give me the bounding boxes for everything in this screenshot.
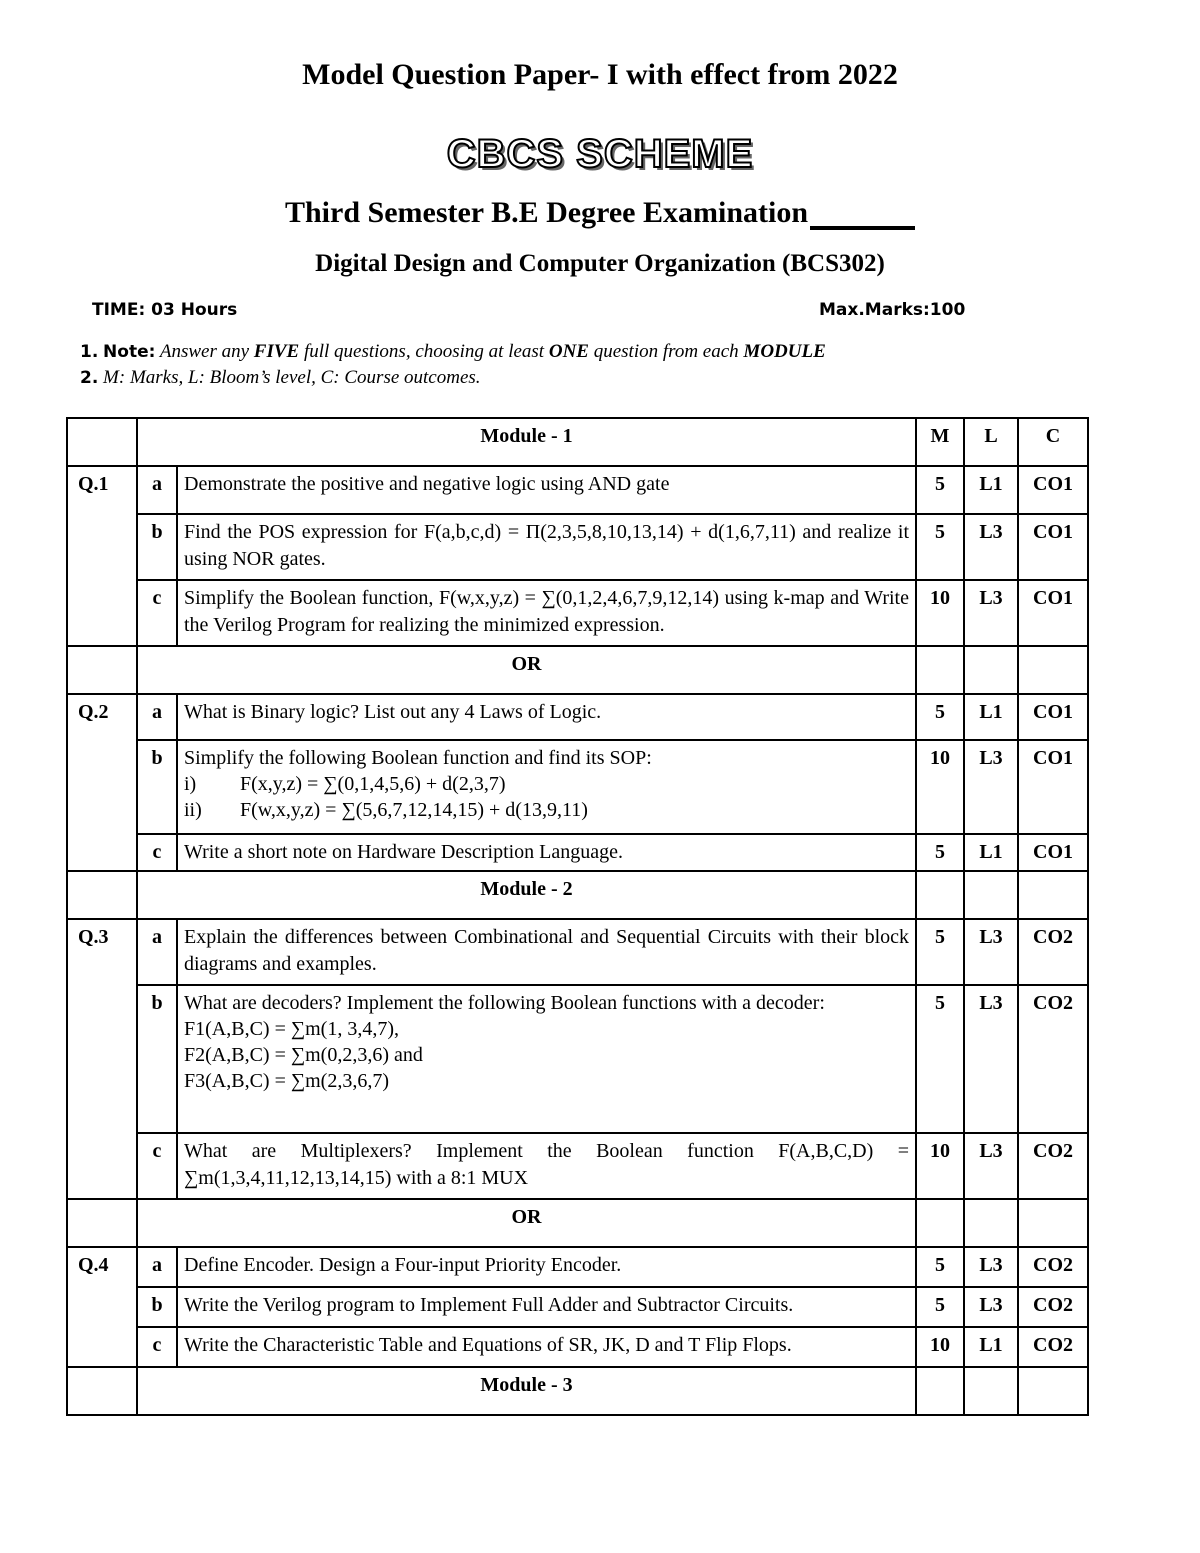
sub-label: a [137,919,177,985]
subpart-text: F(w,x,y,z) = ∑(5,6,7,12,14,15) + d(13,9,11) [240,799,588,821]
sub-label: c [137,580,177,646]
empty-cell [916,1367,964,1415]
sub-label: a [137,1247,177,1287]
note-1 [80,341,826,363]
co-cell: CO1 [1018,580,1088,646]
table-row [67,834,1088,871]
question-text: Write the Verilog program to Implement Full Adder and Subtractor Circuits. [177,1287,916,1327]
sub-label: a [137,466,177,514]
module-row [67,1367,1088,1415]
question-line: Simplify the following Boolean function and find its SOP: [184,747,652,769]
co-cell: CO1 [1018,834,1088,871]
question-text: Explain the differences between Combinational and Sequential Circuits with their block diagrams and examples. [177,919,916,985]
empty-cell [67,1367,137,1415]
marks-cell: 10 [916,1327,964,1367]
table-row [67,466,1088,514]
col-header-co: C [1018,418,1088,466]
question-subpart [184,771,909,797]
empty-cell [916,1199,964,1247]
co-cell: CO2 [1018,1327,1088,1367]
paper-title: Model Question Paper- I with effect from 2022 [302,58,898,91]
question-text [177,740,916,834]
table-row [67,580,1088,646]
question-text: Simplify the Boolean function, F(w,x,y,z) = ∑(0,1,2,4,6,7,9,12,14) using k-map and Write the Verilog Program for realizing the minimized expression. [177,580,916,646]
exam-name: Third Semester B.E Degree Examination [284,196,809,229]
or-label: OR [137,1199,916,1247]
question-number: Q.4 [67,1247,137,1367]
empty-cell [964,1199,1018,1247]
note-2 [80,367,481,389]
question-table [66,417,1089,1416]
table-row [67,919,1088,985]
note-1-num: 1. [80,342,99,362]
question-subpart [184,797,909,823]
empty-cell [964,1367,1018,1415]
level-cell: L3 [964,514,1018,580]
co-cell: CO2 [1018,985,1088,1133]
sub-label: a [137,694,177,740]
marks-cell: 5 [916,514,964,580]
module-2-heading: Module - 2 [137,871,916,919]
co-cell: CO1 [1018,514,1088,580]
table-row [67,985,1088,1133]
marks-cell: 10 [916,580,964,646]
table-row [67,514,1088,580]
exam-title [0,196,1200,230]
marks-cell: 10 [916,1133,964,1199]
marks-cell: 5 [916,834,964,871]
question-number: Q.3 [67,919,137,1199]
table-row [67,1327,1088,1367]
co-cell: CO2 [1018,919,1088,985]
col-header-marks: M [916,418,964,466]
time-label: TIME: 03 Hours [92,300,238,320]
question-text: What are Multiplexers? Implement the Boolean function F(A,B,C,D) = ∑m(1,3,4,11,12,13,14,15) with a 8:1 MUX [177,1133,916,1199]
module-header-row [67,418,1088,466]
question-text: Demonstrate the positive and negative logic using AND gate [177,466,916,514]
module-row [67,871,1088,919]
scheme-logo [0,132,1200,177]
marks-cell: 5 [916,466,964,514]
empty-cell [1018,646,1088,694]
level-cell: L3 [964,1133,1018,1199]
empty-cell [67,871,137,919]
level-cell: L3 [964,1287,1018,1327]
marks-cell: 10 [916,740,964,834]
empty-cell [1018,1367,1088,1415]
co-cell: CO2 [1018,1247,1088,1287]
max-marks-label: Max.Marks:100 [819,300,966,320]
function-line: F2(A,B,C) = ∑m(0,2,3,6) and [184,1044,423,1066]
note-1-text: question from each [593,341,739,362]
empty-cell [1018,871,1088,919]
empty-cell [67,418,137,466]
level-cell: L3 [964,580,1018,646]
empty-cell [916,646,964,694]
subpart-text: F(x,y,z) = ∑(0,1,4,5,6) + d(2,3,7) [240,773,506,795]
or-row [67,1199,1088,1247]
level-cell: L1 [964,1327,1018,1367]
co-cell: CO2 [1018,1287,1088,1327]
co-cell: CO2 [1018,1133,1088,1199]
sub-label: b [137,1287,177,1327]
empty-cell [916,871,964,919]
empty-cell [964,871,1018,919]
table-row [67,1287,1088,1327]
co-cell: CO1 [1018,466,1088,514]
module-1-heading: Module - 1 [137,418,916,466]
table-row [67,1247,1088,1287]
marks-cell: 5 [916,919,964,985]
question-text: Write a short note on Hardware Description Language. [177,834,916,871]
note-1-emph: MODULE [743,341,826,362]
note-1-emph: ONE [548,341,589,362]
marks-cell: 5 [916,1247,964,1287]
level-cell: L3 [964,985,1018,1133]
empty-cell [67,1199,137,1247]
subpart-number: ii) [184,799,202,821]
level-cell: L1 [964,834,1018,871]
sub-label: c [137,1133,177,1199]
question-text: Write the Characteristic Table and Equations of SR, JK, D and T Flip Flops. [177,1327,916,1367]
question-text [177,985,916,1133]
col-header-level: L [964,418,1018,466]
sub-label: c [137,834,177,871]
note-1-text: full questions, choosing at least [303,341,545,362]
table-row [67,694,1088,740]
question-text: Find the POS expression for F(a,b,c,d) = Π(2,3,5,8,10,13,14) + d(1,6,7,11) and realize it using NOR gates. [177,514,916,580]
empty-cell [1018,1199,1088,1247]
scheme-logo-text: CBCS SCHEME [446,132,754,176]
sub-label: b [137,740,177,834]
or-label: OR [137,646,916,694]
table-row [67,1133,1088,1199]
question-number: Q.1 [67,466,137,646]
level-cell: L3 [964,919,1018,985]
note-2-text: M: Marks, L: Bloom’s level, C: Course outcomes. [103,367,481,388]
co-cell: CO1 [1018,740,1088,834]
exam-blank [810,198,915,230]
module-3-heading: Module - 3 [137,1367,916,1415]
question-line: What are decoders? Implement the following Boolean functions with a decoder: [184,992,825,1014]
function-line: F3(A,B,C) = ∑m(2,3,6,7) [184,1070,389,1092]
or-row [67,646,1088,694]
empty-cell [964,646,1018,694]
marks-cell: 5 [916,1287,964,1327]
level-cell: L1 [964,694,1018,740]
table-row [67,740,1088,834]
note-1-emph: FIVE [253,341,300,362]
sub-label: c [137,1327,177,1367]
level-cell: L1 [964,466,1018,514]
empty-cell [67,646,137,694]
question-text: Define Encoder. Design a Four-input Priority Encoder. [177,1247,916,1287]
sub-label: b [137,985,177,1133]
note-2-num: 2. [80,368,99,388]
sub-label: b [137,514,177,580]
note-1-label: Note: [103,342,156,362]
question-number: Q.2 [67,694,137,871]
marks-cell: 5 [916,985,964,1133]
level-cell: L3 [964,740,1018,834]
marks-cell: 5 [916,694,964,740]
co-cell: CO1 [1018,694,1088,740]
subject-title: Digital Design and Computer Organization (BCS302) [315,250,885,277]
subpart-number: i) [184,773,197,795]
question-text: What is Binary logic? List out any 4 Laws of Logic. [177,694,916,740]
level-cell: L3 [964,1247,1018,1287]
function-line: F1(A,B,C) = ∑m(1, 3,4,7), [184,1018,399,1040]
note-1-text: Answer any [159,341,250,362]
